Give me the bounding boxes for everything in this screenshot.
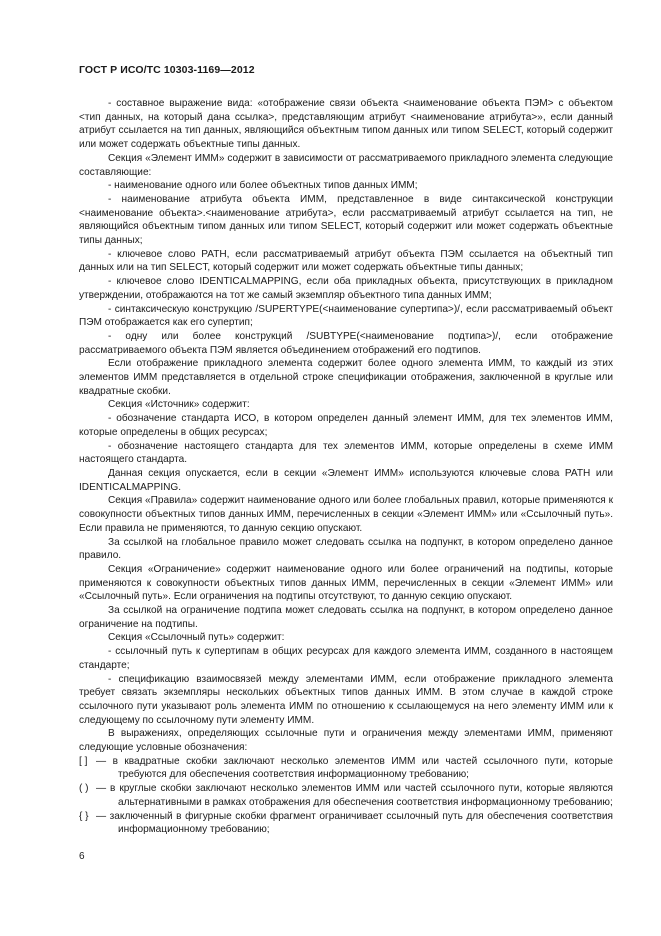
paragraph: - обозначение настоящего стандарта для тех элементов ИММ, которые определены в схеме ИММ настоящего стандарта. <box>79 440 613 466</box>
definition-text: — в круглые скобки заключают несколько элементов ИММ или частей ссылочного пути, которые являются альтернативными в рамках отображения для обеспечения соответствия информационному требованию; <box>96 783 613 808</box>
page-content <box>79 97 613 837</box>
paragraph: Секция «Элемент ИММ» содержит в зависимости от рассматриваемого прикладного элемента следующие составляющие: <box>79 152 613 178</box>
paragraph: - синтаксическую конструкцию /SUPERTYPE(<наименование супертипа>)/, если рассматриваемый объект ПЭМ отображается как его супертип; <box>79 303 613 329</box>
definition-text: — заключенный в фигурные скобки фрагмент ограничивает ссылочный путь для обеспечения соответствия информационному требованию; <box>96 810 613 836</box>
page-number: 6 <box>79 851 85 862</box>
paragraph: Секция «Источник» содержит: <box>108 399 250 411</box>
paragraph: - ссылочный путь к супертипам в общих ресурсах для каждого элемента ИММ, созданного в настоящем стандарте; <box>79 646 613 671</box>
paragraph: За ссылкой на глобальное правило может следовать ссылка на подпункт, в котором определено данное правило. <box>79 536 613 562</box>
definition-item <box>79 755 613 782</box>
paragraph: - составное выражение вида: «отображение связи объекта <наименование объекта ПЭМ> с объектом <тип данных, на который дана ссылка>, представляющим атрибут <наименование атрибута>», если данный атрибут ссылается на тип данных, являющийся объектным типом данных или типом SELECT, который содержит или может содержать объектные типы данных. <box>79 98 613 151</box>
paragraph: В выражениях, определяющих ссылочные пути и ограничения между элементами ИММ, применяют следующие условные обозначения: <box>79 728 613 754</box>
definition-item <box>79 810 613 837</box>
paragraph: Если отображение прикладного элемента содержит более одного элемента ИММ, то каждый из этих элементов ИММ представляется в отдельной строке спецификации отображения, заключенной в круглые или квадратные скобки. <box>79 358 613 397</box>
paragraph: Секция «Ссылочный путь» содержит: <box>108 632 285 644</box>
definition-symbol: ( ) <box>79 783 89 795</box>
definition-symbol: { } <box>79 810 89 822</box>
paragraph: Секция «Правила» содержит наименование одного или более глобальных правил, которые применяются к совокупности объектных типов данных ИММ, перечисленных в секции «Элемент ИММ» или «Ссылочный путь». Если правила не применяются, то данную секцию опускают. <box>79 495 613 534</box>
paragraph: - наименование атрибута объекта ИММ, представленное в виде синтаксической конструкции <наименование объекта>.<наименование атрибута>, если рассматриваемый атрибут ссылается на тип, не являющийся объектным типом данных или типом SELECT, который содержит или может содержать объектные типы данных; <box>79 193 613 247</box>
paragraph: - ключевое слово PATH, если рассматриваемый атрибут объекта ПЭМ ссылается на объектный тип данных или на тип SELECT, который содержит или может содержать объектные типы данных; <box>79 248 613 274</box>
definition-symbol: [ ] <box>79 755 88 767</box>
paragraph: - наименование одного или более объектных типов данных ИММ; <box>108 180 418 192</box>
paragraph: - ключевое слово IDENTICALMAPPING, если оба прикладных объекта, присутствующих в прикладном утверждении, отображаются на тот же самый экземпляр объектного типа данных ИММ; <box>79 276 613 301</box>
paragraph: - одну или более конструкций /SUBTYPE(<наименование подтипа>)/, если отображение рассматриваемого объекта ПЭМ является объединением отображений его подтипов. <box>79 330 613 356</box>
definition-item <box>79 782 613 809</box>
paragraph: Секция «Ограничение» содержит наименование одного или более ограничений на подтипы, которые применяются к совокупности объектных типов данных ИММ, перечисленных в секции «Элемент ИММ» или «Ссылочный путь». Если ограничения на подтипы отсутствуют, то данную секцию опускают. <box>79 563 613 603</box>
definition-text: — в квадратные скобки заключают несколько элементов ИММ или частей ссылочного пути, которые требуются для обеспечения соответствия информационному требованию; <box>96 755 613 781</box>
document-header: ГОСТ Р ИСО/ТС 10303-1169—2012 <box>79 64 255 76</box>
paragraph: За ссылкой на ограничение подтипа может следовать ссылка на подпункт, в котором определено данное ограничение на подтипы. <box>79 605 613 630</box>
paragraph: Данная секция опускается, если в секции «Элемент ИММ» используются ключевые слова PATH или IDENTICALMAPPING. <box>79 467 613 493</box>
paragraph: - спецификацию взаимосвязей между элементами ИММ, если отображение прикладного элемента требует связать экземпляры нескольких объектных типов данных ИММ. В этом случае в каждой строке ссылочного пути указывают роль элемента ИММ по отношению к ссылающемуся на него элементу ИММ или к следующему по ссылочному пути элементу ИММ. <box>79 673 613 726</box>
paragraph: - обозначение стандарта ИСО, в котором определен данный элемент ИММ, для тех элементов ИММ, которые определены в общих ресурсах; <box>79 413 613 438</box>
